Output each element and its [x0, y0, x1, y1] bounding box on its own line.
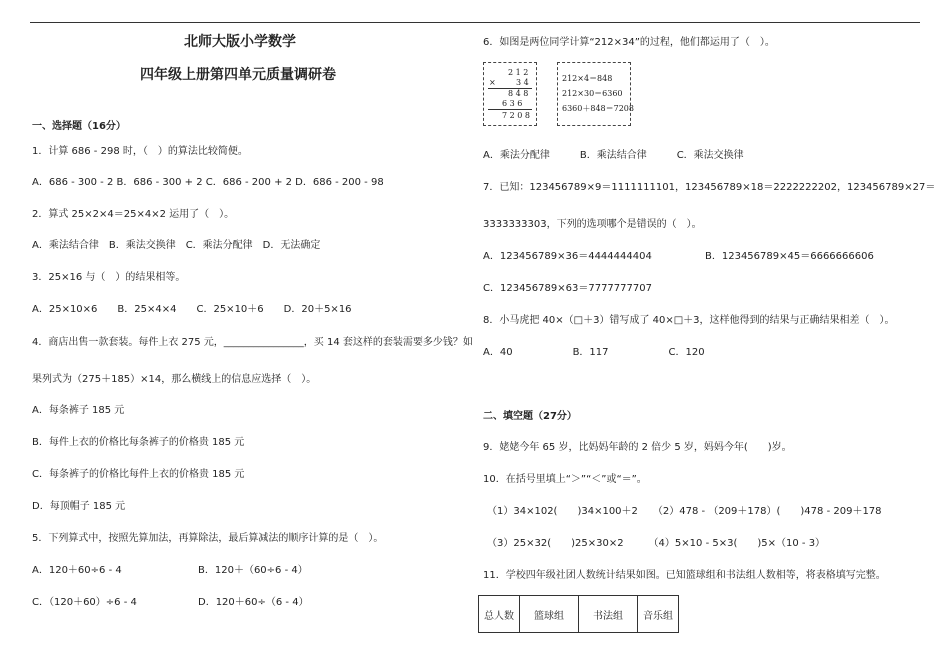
vcalc-row-4: 6 3 6: [502, 99, 523, 108]
question-7-line-2: 3333333303，下列的选项哪个是错误的（ ）。: [483, 219, 702, 230]
hcalc-line-2: 212×30＝6360: [562, 89, 623, 98]
question-4-option-b: B．每件上衣的价格比每条裤子的价格贵 185 元: [32, 437, 245, 448]
table-header-total: 总人数: [479, 596, 520, 633]
top-rule: [30, 22, 920, 23]
vertical-calculation-figure: [483, 62, 537, 126]
question-7-option-c: C．123456789×63＝7777777707: [483, 283, 652, 294]
table-header-basketball: 篮球组: [520, 596, 579, 633]
question-5: 5．下列算式中，按照先算加法，再算除法，最后算减法的顺序计算的是（ ）。: [32, 533, 384, 544]
vcalc-row-5: 7 2 0 8: [502, 111, 530, 120]
question-4-line-1: 4．商店出售一款套装。每件上衣 275 元，________________，买 14 套这样的套装需要多少钱？如: [32, 337, 473, 348]
question-4-option-c: C．每条裤子的价格比每件上衣的价格贵 185 元: [32, 469, 245, 480]
question-2: 2．算式 25×2×4＝25×4×2 运用了（ ）。: [32, 209, 235, 220]
question-2-options: A．乘法结合律 B．乘法交换律 C．乘法分配律 D．无法确定: [32, 240, 321, 251]
question-9: 9．姥姥今年 65 岁，比妈妈年龄的 2 倍少 5 岁，妈妈今年( )岁。: [483, 442, 792, 453]
question-5-option-d: D．120＋60÷（6 - 4）: [198, 597, 309, 608]
question-8-options: A．40 B．117 C．120: [483, 347, 705, 358]
question-5-option-b: B．120＋（60÷6 - 4）: [198, 565, 308, 576]
question-4-line-2: 果列式为（275＋185）×14，那么横线上的信息应选择（ ）。: [32, 374, 317, 385]
question-5-option-c: C．（120＋60）÷6 - 4: [32, 597, 137, 608]
horizontal-calculation-figure: [557, 62, 634, 126]
question-3: 3．25×16 与（ ）的结果相等。: [32, 272, 186, 283]
doc-subtitle: 四年级上册第四单元质量调研卷: [140, 67, 336, 83]
question-11: 11．学校四年级社团人数统计结果如图。已知篮球组和书法组人数相等，将表格填写完整。: [483, 570, 886, 581]
doc-title: 北师大版小学数学: [184, 34, 296, 50]
club-count-table: [478, 595, 679, 633]
question-4-option-a: A．每条裤子 185 元: [32, 405, 125, 416]
question-10: 10．在括号里填上“＞”“＜”或“＝”。: [483, 474, 647, 485]
vcalc-row-2: 3 4: [516, 78, 529, 87]
hcalc-line-1: 212×4＝848: [562, 74, 613, 83]
question-7-option-a: A．123456789×36＝4444444404: [483, 251, 652, 262]
question-6: 6．如图是两位同学计算“212×34”的过程，他们都运用了（ ）。: [483, 37, 775, 48]
hcalc-line-3: 6360＋848＝7208: [562, 104, 634, 113]
question-1: 1．计算 686 - 298 时，（ ）的算法比较简便。: [32, 146, 248, 157]
question-10-part-3-4: （3）25×32( )25×30×2 （4）5×10 - 5×3( )5×（10 - 3）: [487, 538, 826, 549]
question-7-option-b: B．123456789×45＝6666666606: [705, 251, 874, 262]
vcalc-row-1: 2 1 2: [508, 68, 529, 77]
section-choice-heading: 一、选择题（16分）: [32, 121, 126, 132]
question-6-options: A．乘法分配律 B．乘法结合律 C．乘法交换律: [483, 150, 744, 161]
question-4-option-d: D．每顶帽子 185 元: [32, 501, 126, 512]
table-header-music: 音乐组: [638, 596, 679, 633]
vcalc-row-3: 8 4 8: [508, 89, 529, 98]
question-3-options: A．25×10×6 B．25×4×4 C．25×10＋6 D．20＋5×16: [32, 304, 352, 315]
section-fill-heading: 二、填空题（27分）: [483, 411, 577, 422]
table-header-calligraphy: 书法组: [579, 596, 638, 633]
question-5-option-a: A．120＋60÷6 - 4: [32, 565, 122, 576]
question-7-line-1: 7．已知：123456789×9＝1111111101，123456789×18＝2222222202，123456789×27＝: [483, 182, 936, 193]
vcalc-times-sign: ×: [489, 78, 496, 87]
question-1-options: A．686 - 300 - 2 B．686 - 300 + 2 C．686 - 200 + 2 D．686 - 200 - 98: [32, 177, 384, 188]
question-8: 8．小马虎把 40×（□＋3）错写成了 40×□＋3，这样他得到的结果与正确结果相差（ ）。: [483, 315, 895, 326]
question-10-part-1-2: （1）34×102( )34×100＋2 （2）478 - （209＋178）( )478 - 209＋178: [487, 506, 882, 517]
